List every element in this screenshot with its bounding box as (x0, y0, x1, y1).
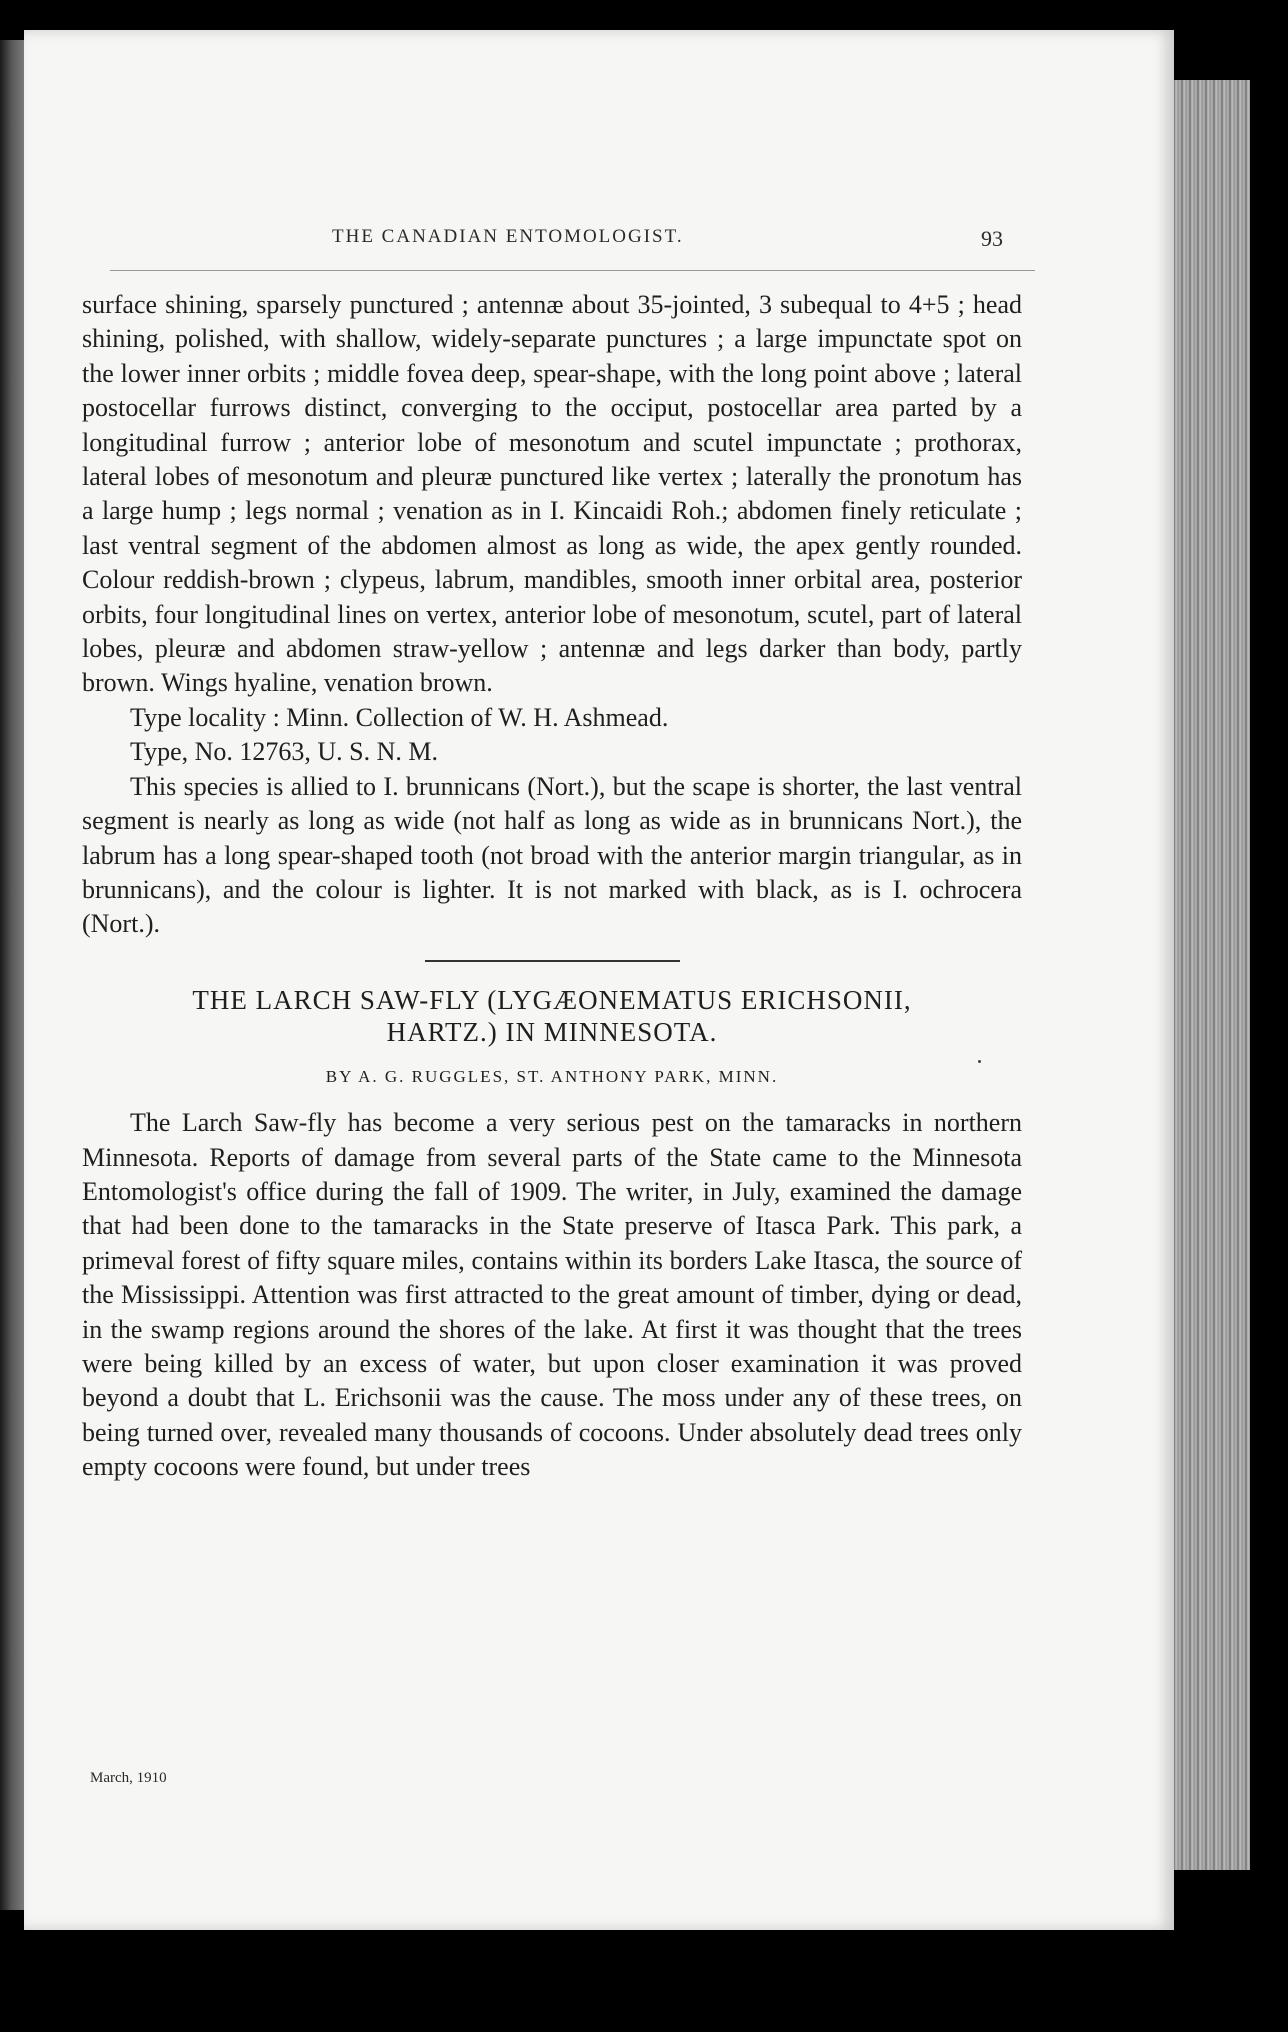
type-number: Type, No. 12763, U. S. N. M. (130, 737, 439, 767)
header-rule (110, 270, 1035, 271)
type-locality: Type locality : Minn. Collection of W. H. Ashmead. (130, 702, 669, 732)
continuation-paragraph: surface shining, sparsely punctured ; antennæ about 35-jointed, 3 subequal to 4+5 ; head shining, polished, with shallow, widely-separate punctures ; a large impunctate spot on the lower inner orbits ; middle fovea deep, spear-shape, with the long point above ; lateral postocellar furrows distinct, converging to the occiput, postocellar area parted by a longitudinal furrow ; anterior lobe of mesonotum and scutel impunctate ; prothorax, lateral lobes of mesonotum and pleuræ punctured like vertex ; laterally the pronotum has a large hump ; legs normal ; venation as in I. Kincaidi Roh.; abdomen finely reticulate ; last ventral segment of the abdomen almost as long as wide, the apex gently rounded. Colour reddish-brown ; clypeus, labrum, mandibles, smooth inner orbital area, posterior orbits, four longitudinal lines on vertex, anterior lobe of mesonotum, scutel, part of lateral lobes, pleuræ and abdomen straw-yellow ; antennæ and legs darker than body, partly brown. Wings hyaline, venation brown. (82, 290, 1022, 698)
article-title (82, 984, 1022, 1048)
print-speck (978, 1060, 981, 1063)
remarks-paragraph: This species is allied to I. brunnicans (Nort.), but the scape is shorter, the last ventral segment is nearly as long as wide (not half as long as wide as in brunnicans Nort.), the labrum has a long spear-shaped tooth (not broad with the anterior margin triangular, as in brunnicans), and the colour is lighter. It is not marked with black, as is I. ochrocera (Nort.). (82, 771, 1022, 939)
book-page (24, 30, 1174, 1930)
article-title-line-2: HARTZ.) IN MINNESOTA. (386, 1016, 718, 1047)
footer-date: March, 1910 (90, 1770, 167, 1786)
article-title-line-1: THE LARCH SAW-FLY (LYGÆONEMATUS ERICHSONII, (192, 984, 912, 1015)
page-edges (1170, 80, 1250, 1870)
running-head: THE CANADIAN ENTOMOLOGIST. (332, 226, 684, 247)
page-header (24, 226, 1174, 260)
article-paragraph: The Larch Saw-fly has become a very serious pest on the tamaracks in northern Minnesota. Reports of damage from several parts of the State came to the Minnesota Entomologist's office during the fall of 1909. The writer, in July, examined the damage that had been done to the tamaracks in the State preserve of Itasca Park. This park, a primeval forest of fifty square miles, contains within its borders Lake Itasca, the source of the Mississippi. Attention was first attracted to the great amount of timber, dying or dead, in the swamp regions around the shores of the lake. At first it was thought that the trees were being killed by an excess of water, but upon closer examination it was proved beyond a doubt that L. Erichsonii was the cause. The moss under any of these trees, on being turned over, revealed many thousands of cocoons. Under absolutely dead trees only empty cocoons were found, but under trees (82, 1108, 1022, 1482)
page-number: 93 (981, 226, 1003, 251)
page-body (82, 288, 1022, 1485)
article-byline: BY A. G. RUGGLES, ST. ANTHONY PARK, MINN. (325, 1066, 779, 1086)
section-divider (425, 960, 680, 962)
